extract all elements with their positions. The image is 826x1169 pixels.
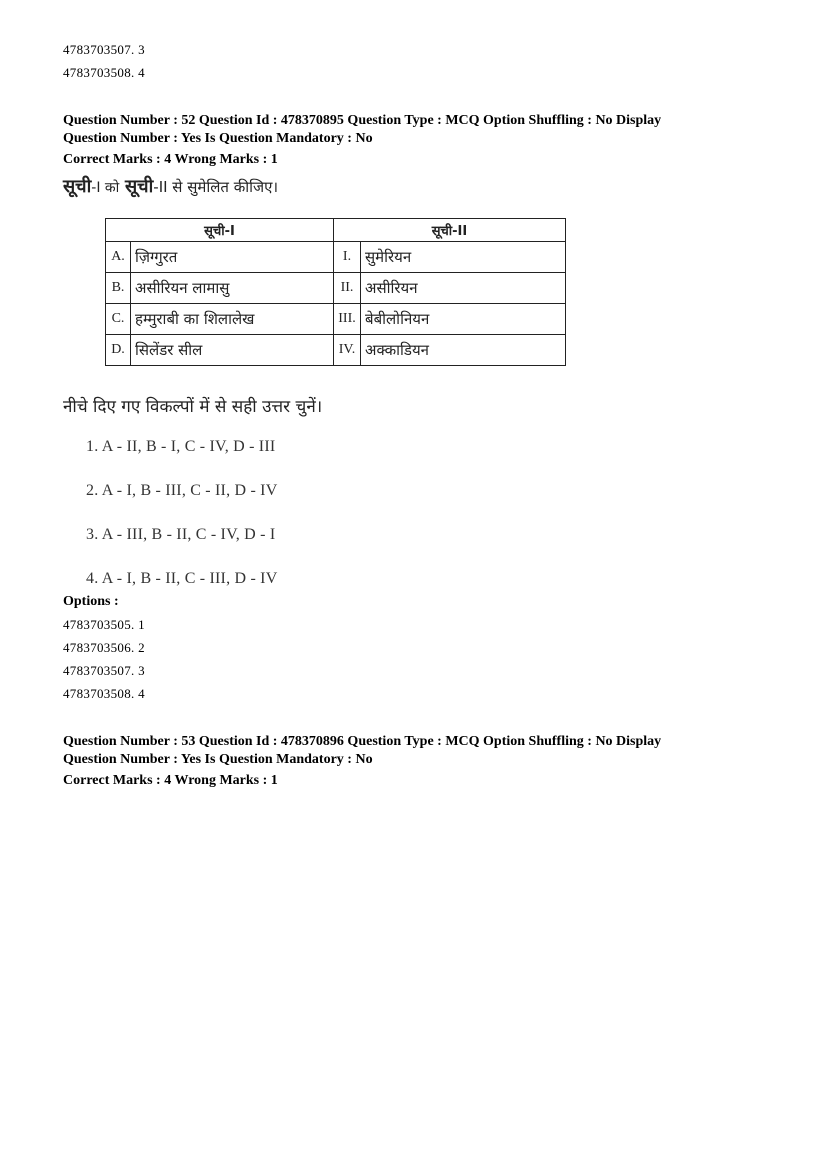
row-label-right: IV. xyxy=(334,335,361,366)
instruction-word: सूची xyxy=(125,176,154,197)
option-line: 4783703505. 1 xyxy=(63,617,145,632)
question-53-header-line2: Question Number : Yes Is Question Mandatory : No xyxy=(63,752,373,767)
row-text-left: असीरियन लामासु xyxy=(131,273,334,304)
option-number: 4 xyxy=(138,686,145,701)
option-id: 4783703508 xyxy=(63,65,131,80)
answer-choice-3: 3. A - III, B - II, C - IV, D - I xyxy=(86,526,276,543)
row-label-left: B. xyxy=(106,273,131,304)
question-52-header-line1: Question Number : 52 Question Id : 478370895 Question Type : MCQ Option Shuffling : No Display xyxy=(63,113,662,128)
row-text-left: हम्मुराबी का शिलालेख xyxy=(131,304,334,335)
row-label-left: D. xyxy=(106,335,131,366)
choose-instruction: नीचे दिए गए विकल्पों में से सही उत्तर चुनें। xyxy=(63,397,323,417)
column-header-list-2: सूची-II xyxy=(334,219,566,242)
answer-choice-1: 1. A - II, B - I, C - IV, D - III xyxy=(86,438,276,455)
instruction-word: -II से सुमेलित कीजिए। xyxy=(153,178,279,196)
row-label-right: III. xyxy=(334,304,361,335)
option-number: 3 xyxy=(138,42,145,57)
question-53-marks: Correct Marks : 4 Wrong Marks : 1 xyxy=(63,773,278,788)
option-line: 4783703508. 4 xyxy=(63,686,145,701)
instruction-word: -I को xyxy=(91,180,120,196)
option-line: 4783703507. 3 xyxy=(63,663,145,678)
row-label-right: II. xyxy=(334,273,361,304)
row-label-right: I. xyxy=(334,242,361,273)
option-line: 4783703508. 4 xyxy=(63,65,145,80)
question-52-header-line2: Question Number : Yes Is Question Mandatory : No xyxy=(63,131,373,146)
question-52-marks: Correct Marks : 4 Wrong Marks : 1 xyxy=(63,152,278,167)
option-number: 1 xyxy=(138,617,145,632)
option-id: 4783703508 xyxy=(63,686,131,701)
row-text-right: बेबीलोनियन xyxy=(361,304,566,335)
row-text-left: ज़िग्गुरत xyxy=(131,242,334,273)
row-text-right: असीरियन xyxy=(361,273,566,304)
option-id: 4783703505 xyxy=(63,617,131,632)
option-id: 4783703507 xyxy=(63,663,131,678)
match-instruction xyxy=(63,174,278,198)
match-table xyxy=(105,218,566,366)
table-row xyxy=(106,304,566,335)
instruction-word: सूची xyxy=(63,176,92,197)
row-text-right: अक्काडियन xyxy=(361,335,566,366)
table-row xyxy=(106,335,566,366)
row-label-left: A. xyxy=(106,242,131,273)
table-row xyxy=(106,273,566,304)
row-text-right: सुमेरियन xyxy=(361,242,566,273)
option-id: 4783703506 xyxy=(63,640,131,655)
column-header-list-1: सूची-I xyxy=(106,219,334,242)
option-id: 4783703507 xyxy=(63,42,131,57)
answer-choice-4: 4. A - I, B - II, C - III, D - IV xyxy=(86,570,278,587)
option-line: 4783703506. 2 xyxy=(63,640,145,655)
table-header-row xyxy=(106,219,566,242)
table-row xyxy=(106,242,566,273)
row-text-left: सिलेंडर सील xyxy=(131,335,334,366)
option-number: 2 xyxy=(138,640,145,655)
option-number: 3 xyxy=(138,663,145,678)
question-53-header-line1: Question Number : 53 Question Id : 478370896 Question Type : MCQ Option Shuffling : No Display xyxy=(63,734,662,749)
option-number: 4 xyxy=(138,65,145,80)
option-line: 4783703507. 3 xyxy=(63,42,145,57)
answer-choice-2: 2. A - I, B - III, C - II, D - IV xyxy=(86,482,278,499)
options-label: Options : xyxy=(63,594,119,609)
row-label-left: C. xyxy=(106,304,131,335)
